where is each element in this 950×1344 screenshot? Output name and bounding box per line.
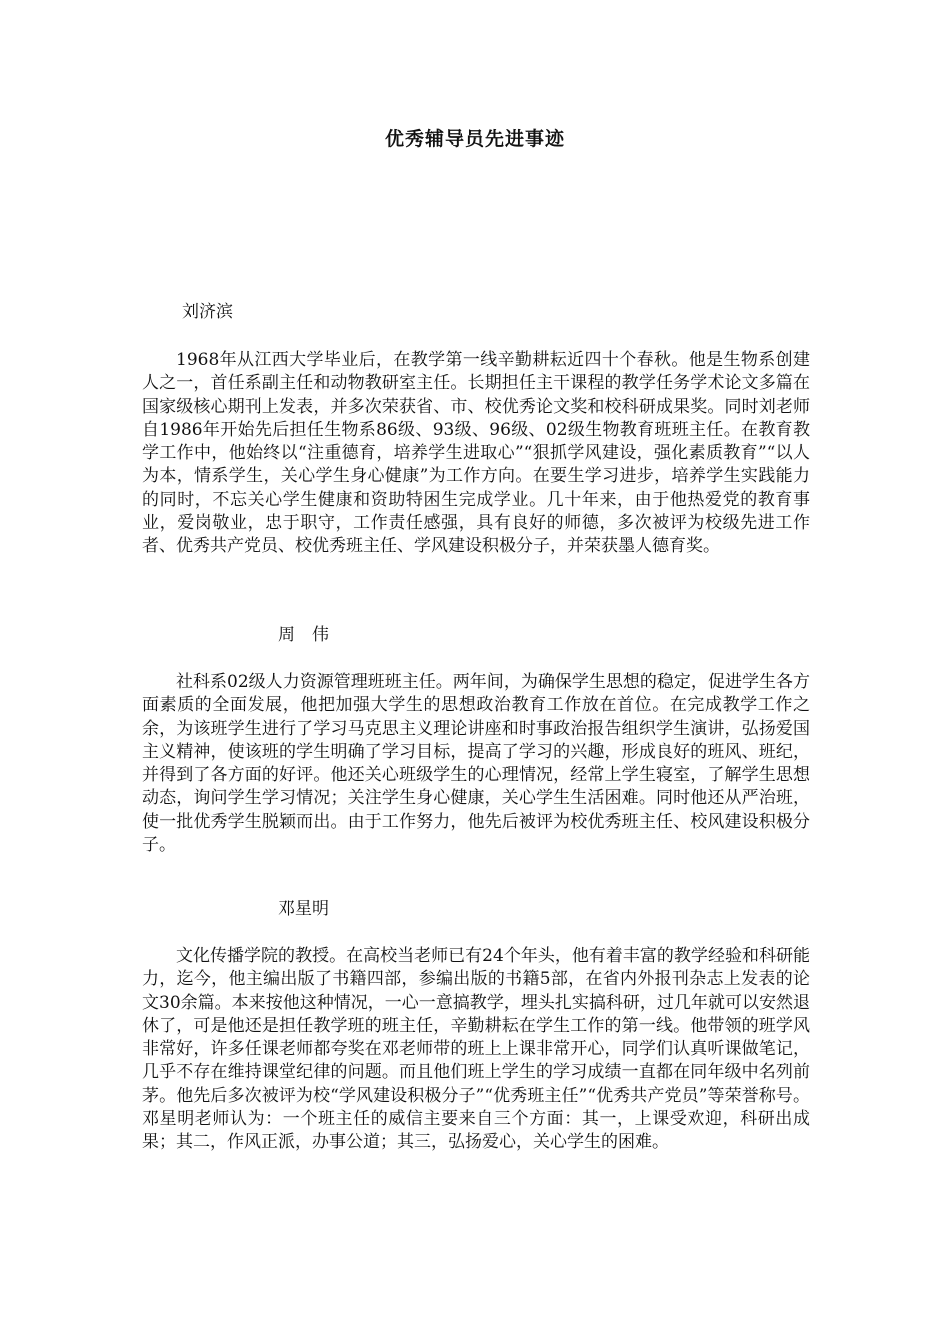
document-title: 优秀辅导员先进事迹 (384, 128, 565, 150)
person-bio-deng-xingming: 文化传播学院的教授。在高校当老师已有24个年头，他有着丰富的教学经验和科研能力，迄今，他主编出版了书籍四部，参编出版的书籍5部，在省内外报刊杂志上发表的论文30余篇。本来按他这种情况，一心一意搞教学，埋头扎实搞科研，过几年就可以安然退休了，可是他还是担任教学班的班主任，辛勤耕耘在学生工作的第一线。他带领的班学风非常好，许多任课老师都夸奖在邓老师带的班上上课非常开心，同学们认真听课做笔记，几乎不存在维持课堂纪律的问题。而且他们班上学生的学习成绩一直都在同年级中名列前茅。他先后多次被评为校“学风建设积极分子”“优秀班主任”“优秀共产党员”等荣誉称号。邓星明老师认为：一个班主任的威信主要来自三个方面：其一，上课受欢迎，科研出成果；其二，作风正派，办事公道；其三，弘扬爱心，关心学生的困难。 (142, 946, 810, 1153)
person-bio-liu-jibin: 1968年从江西大学毕业后，在教学第一线辛勤耕耘近四十个春秋。他是生物系创建人之一，首任系副主任和动物教研室主任。长期担任主干课程的教学任务学术论文多篇在国家级核心期刊上发表，并多次荣获省、市、校优秀论文奖和校科研成果奖。同时刘老师自1986年开始先后担任生物系86级、93级、96级、02级生物教育班班主任。在教育教学工作中，他始终以“注重德育，培养学生进取心”“狠抓学风建设，强化素质教育”“以人为本，情系学生，关心学生身心健康”为工作方向。在要生学习进步，培养学生实践能力的同时，不忘关心学生健康和资助特困生完成学业。几十年来，由于他热爱党的教育事业，爱岗敬业，忠于职守，工作责任感强，具有良好的师德，多次被评为校级先进工作者、优秀共产党员、校优秀班主任、学风建设积极分子，并荣获墨人德育奖。 (142, 350, 810, 557)
person-name-deng-xingming: 邓星明 (278, 899, 329, 919)
person-name-zhou-wei: 周 伟 (278, 625, 329, 645)
person-bio-zhou-wei: 社科系02级人力资源管理班班主任。两年间，为确保学生思想的稳定，促进学生各方面素质的全面发展，他把加强大学生的思想政治教育工作放在首位。在完成教学工作之余，为该班学生进行了学习马克思主义理论讲座和时事政治报告组织学生演讲，弘扬爱国主义精神，使该班的学生明确了学习目标，提高了学习的兴趣，形成良好的班风、班纪，并得到了各方面的好评。他还关心班级学生的心理情况，经常上学生寝室，了解学生思想动态，询问学生学习情况；关注学生身心健康，关心学生生活困难。同时他还从严治班，使一批优秀学生脱颖而出。由于工作努力，他先后被评为校优秀班主任、校风建设积极分子。 (142, 672, 810, 856)
person-name-liu-jibin: 刘济滨 (182, 302, 233, 322)
